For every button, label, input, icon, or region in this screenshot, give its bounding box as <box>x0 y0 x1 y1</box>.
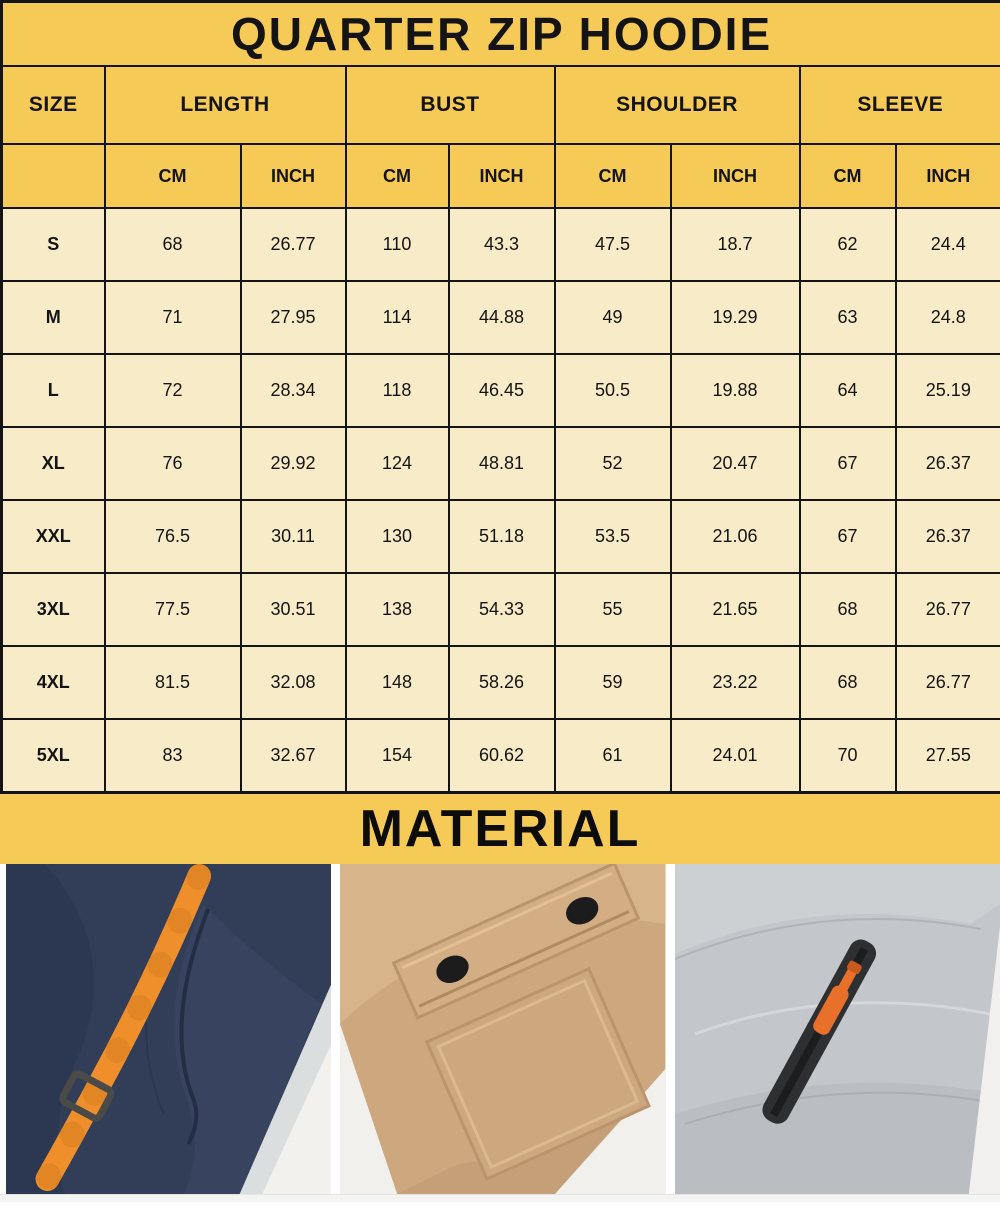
measurement-cell: 25.19 <box>896 354 1000 427</box>
measurement-cell: 53.5 <box>555 500 671 573</box>
table-row <box>2 719 1000 793</box>
size-cell: 5XL <box>2 719 105 793</box>
photo-khaki-fabric-snap-pocket <box>340 864 665 1194</box>
measurement-cell: 26.37 <box>896 427 1000 500</box>
size-cell: L <box>2 354 105 427</box>
unit-header-inch: INCH <box>896 144 1000 208</box>
size-cell: 3XL <box>2 573 105 646</box>
material-photo-strip <box>0 864 1000 1194</box>
unit-header-inch: INCH <box>449 144 555 208</box>
unit-header-cm: CM <box>105 144 241 208</box>
measurement-cell: 30.51 <box>241 573 346 646</box>
unit-header-row <box>2 144 1000 208</box>
measurement-cell: 130 <box>346 500 449 573</box>
measurement-cell: 44.88 <box>449 281 555 354</box>
chart-title: QUARTER ZIP HOODIE <box>2 2 1000 67</box>
measurement-cell: 23.22 <box>671 646 800 719</box>
gray-fabric-illustration <box>675 864 1000 1194</box>
measurement-cell: 76 <box>105 427 241 500</box>
measurement-cell: 48.81 <box>449 427 555 500</box>
table-row <box>2 354 1000 427</box>
measurement-cell: 118 <box>346 354 449 427</box>
measurement-cell: 19.88 <box>671 354 800 427</box>
measurement-cell: 154 <box>346 719 449 793</box>
measurement-cell: 52 <box>555 427 671 500</box>
table-row <box>2 208 1000 281</box>
unit-header-cm: CM <box>555 144 671 208</box>
bottom-margin <box>0 1194 1000 1202</box>
length-column-header: LENGTH <box>105 66 346 144</box>
unit-header-blank <box>2 144 105 208</box>
measurement-cell: 30.11 <box>241 500 346 573</box>
measurement-cell: 83 <box>105 719 241 793</box>
measurement-cell: 124 <box>346 427 449 500</box>
sleeve-column-header: SLEEVE <box>800 66 1000 144</box>
measurement-cell: 70 <box>800 719 896 793</box>
measurement-cell: 26.77 <box>896 646 1000 719</box>
measurement-cell: 27.55 <box>896 719 1000 793</box>
measurement-cell: 68 <box>105 208 241 281</box>
measurement-cell: 32.08 <box>241 646 346 719</box>
photo-navy-fabric-orange-strap <box>6 864 331 1194</box>
table-row <box>2 500 1000 573</box>
measurement-cell: 68 <box>800 573 896 646</box>
navy-fabric-illustration <box>6 864 331 1194</box>
measurement-cell: 61 <box>555 719 671 793</box>
measurement-cell: 72 <box>105 354 241 427</box>
measurement-cell: 138 <box>346 573 449 646</box>
table-row <box>2 427 1000 500</box>
measurement-cell: 43.3 <box>449 208 555 281</box>
measurement-cell: 114 <box>346 281 449 354</box>
unit-header-cm: CM <box>800 144 896 208</box>
measurement-cell: 47.5 <box>555 208 671 281</box>
size-cell: S <box>2 208 105 281</box>
measurement-cell: 32.67 <box>241 719 346 793</box>
table-row <box>2 281 1000 354</box>
measurement-cell: 46.45 <box>449 354 555 427</box>
measurement-cell: 59 <box>555 646 671 719</box>
measurement-cell: 49 <box>555 281 671 354</box>
measurement-cell: 29.92 <box>241 427 346 500</box>
measurement-cell: 62 <box>800 208 896 281</box>
unit-header-cm: CM <box>346 144 449 208</box>
size-cell: M <box>2 281 105 354</box>
size-table-body <box>2 208 1000 793</box>
unit-header-inch: INCH <box>241 144 346 208</box>
photo-gray-fabric-zipper <box>675 864 1000 1194</box>
bust-column-header: BUST <box>346 66 555 144</box>
measurement-cell: 55 <box>555 573 671 646</box>
measurement-cell: 21.65 <box>671 573 800 646</box>
table-row <box>2 573 1000 646</box>
measurement-cell: 18.7 <box>671 208 800 281</box>
shoulder-column-header: SHOULDER <box>555 66 800 144</box>
measurement-cell: 28.34 <box>241 354 346 427</box>
measurement-cell: 64 <box>800 354 896 427</box>
measurement-cell: 54.33 <box>449 573 555 646</box>
measurement-cell: 77.5 <box>105 573 241 646</box>
measurement-cell: 26.77 <box>241 208 346 281</box>
size-column-header: SIZE <box>2 66 105 144</box>
measurement-cell: 19.29 <box>671 281 800 354</box>
measurement-cell: 71 <box>105 281 241 354</box>
measurement-cell: 24.4 <box>896 208 1000 281</box>
measurement-cell: 63 <box>800 281 896 354</box>
measurement-cell: 21.06 <box>671 500 800 573</box>
material-section-title: MATERIAL <box>0 794 1000 864</box>
measurement-cell: 148 <box>346 646 449 719</box>
measurement-cell: 20.47 <box>671 427 800 500</box>
measurement-cell: 26.77 <box>896 573 1000 646</box>
measurement-cell: 24.01 <box>671 719 800 793</box>
unit-header-inch: INCH <box>671 144 800 208</box>
measurement-cell: 24.8 <box>896 281 1000 354</box>
measurement-cell: 58.26 <box>449 646 555 719</box>
measurement-cell: 76.5 <box>105 500 241 573</box>
title-row <box>2 2 1000 67</box>
size-cell: 4XL <box>2 646 105 719</box>
measurement-cell: 27.95 <box>241 281 346 354</box>
measurement-cell: 67 <box>800 427 896 500</box>
measurement-cell: 50.5 <box>555 354 671 427</box>
group-header-row <box>2 66 1000 144</box>
khaki-fabric-illustration <box>340 864 665 1194</box>
size-cell: XXL <box>2 500 105 573</box>
measurement-cell: 81.5 <box>105 646 241 719</box>
table-row <box>2 646 1000 719</box>
measurement-cell: 26.37 <box>896 500 1000 573</box>
measurement-cell: 67 <box>800 500 896 573</box>
size-cell: XL <box>2 427 105 500</box>
measurement-cell: 110 <box>346 208 449 281</box>
measurement-cell: 51.18 <box>449 500 555 573</box>
measurement-cell: 60.62 <box>449 719 555 793</box>
measurement-cell: 68 <box>800 646 896 719</box>
